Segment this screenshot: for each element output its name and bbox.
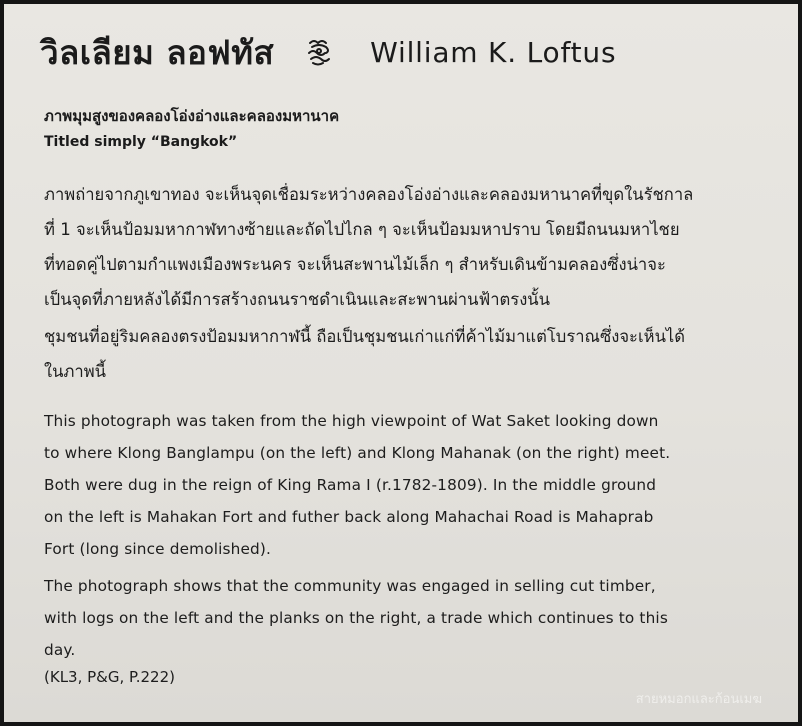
english-paragraph-line: This photograph was taken from the high viewpoint of Wat Saket looking down	[44, 412, 659, 430]
thai-paragraph-line: ชุมชนที่อยู่ริมคลองตรงป้อมมหากาฬนี้ ถือเป็นชุมชนเก่าแก่ที่ค้าไม้มาแต่โบราณซึ่งจะเห็นได้	[44, 327, 686, 346]
title-row	[40, 24, 780, 80]
thai-paragraph-line: ในภาพนี้	[44, 362, 106, 381]
watermark: สายหมอกและก้อนเมฆ	[635, 692, 762, 707]
royal-emblem-icon	[304, 37, 334, 67]
english-paragraph-line: The photograph shows that the community was engaged in selling cut timber,	[44, 577, 656, 595]
english-paragraph-line: Fort (long since demolished).	[44, 540, 272, 558]
english-paragraph-line: with logs on the left and the planks on the right, a trade which continues to this	[44, 609, 668, 627]
thai-paragraph-line: ที่ 1 จะเห็นป้อมมหากาฬทางซ้ายและถัดไปไกล ๆ จะเห็นป้อมมหาปราบ โดยมีถนนมหาไชย	[44, 220, 680, 239]
english-paragraph-line: to where Klong Banglampu (on the left) and Klong Mahanak (on the right) meet.	[44, 444, 671, 462]
subheading-english: Titled simply “Bangkok”	[44, 134, 238, 150]
thai-paragraph-line: ที่ทอดคู่ไปตามกำแพงเมืองพระนคร จะเห็นสะพานไม้เล็ก ๆ สำหรับเดินข้ามคลองซึ่งน่าจะ	[44, 255, 666, 274]
reference-citation: (KL3, P&G, P.222)	[44, 668, 175, 686]
english-paragraph-line: day.	[44, 641, 76, 659]
title-thai: วิลเลียม ลอฟทัส	[40, 32, 275, 72]
title-english: William K. Loftus	[370, 35, 617, 69]
thai-paragraph-line: ภาพถ่ายจากภูเขาทอง จะเห็นจุดเชื่อมระหว่างคลองโอ่งอ่างและคลองมหานาคที่ขุดในรัชกาล	[44, 185, 694, 204]
english-paragraph-line: on the left is Mahakan Fort and futher back along Mahachai Road is Mahaprab	[44, 508, 654, 526]
thai-paragraph-line: เป็นจุดที่ภายหลังได้มีการสร้างถนนราชดำเนินและสะพานผ่านฟ้าตรงนั้น	[44, 290, 550, 309]
english-paragraph-line: Both were dug in the reign of King Rama I (r.1782-1809). In the middle ground	[44, 476, 657, 494]
subheading-thai: ภาพมุมสูงของคลองโอ่งอ่างและคลองมหานาค	[44, 107, 340, 125]
